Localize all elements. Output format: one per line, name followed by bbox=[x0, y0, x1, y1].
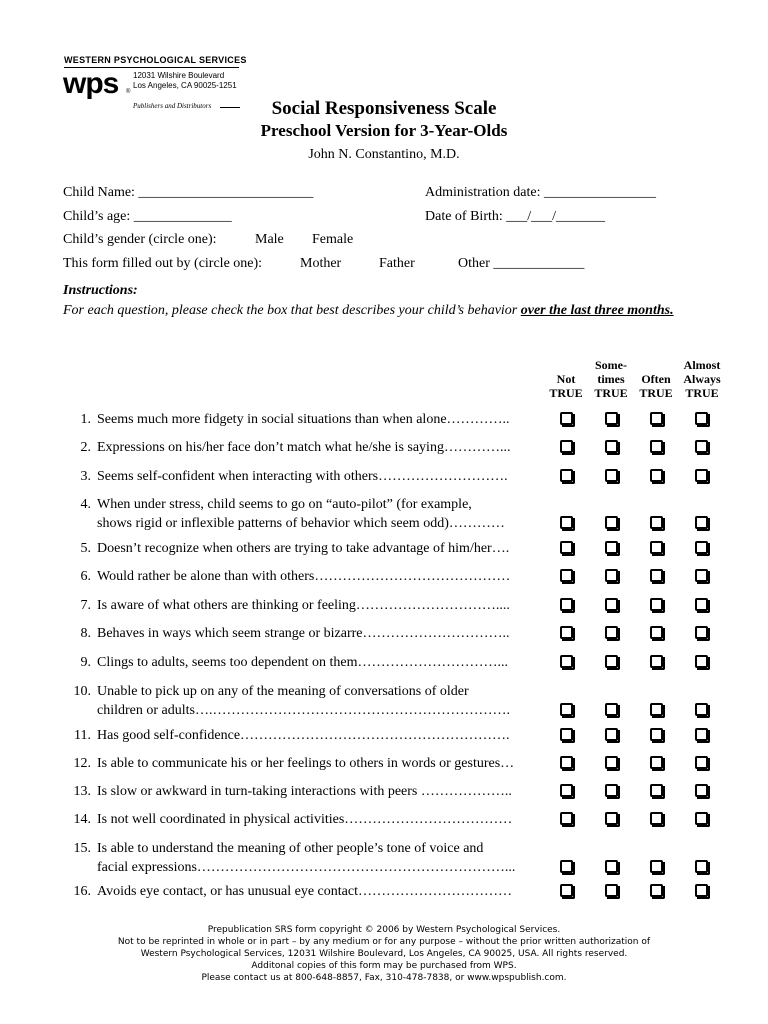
checkbox-not-true[interactable] bbox=[560, 784, 573, 797]
checkbox-sometimes-true[interactable] bbox=[605, 756, 618, 769]
question-number: 7. bbox=[80, 598, 91, 613]
checkbox-almost-always-true[interactable] bbox=[695, 884, 708, 897]
checkbox-sometimes-true[interactable] bbox=[605, 655, 618, 668]
checkbox-often-true[interactable] bbox=[650, 884, 663, 897]
checkbox-almost-always-true[interactable] bbox=[695, 756, 708, 769]
publisher-name: WESTERN PSYCHOLOGICAL SERVICES bbox=[64, 55, 247, 65]
instructions-text bbox=[63, 301, 683, 320]
checkbox-sometimes-true[interactable] bbox=[605, 703, 618, 716]
column-header-almost-always-true: Almost Always TRUE bbox=[683, 358, 721, 400]
question-text: Is slow or awkward in turn-taking interactions with peers ……………….. bbox=[97, 784, 512, 799]
question-number: 12. bbox=[73, 756, 91, 771]
column-header-sometimes-true: Some- times TRUE bbox=[594, 358, 628, 400]
footer-line-1: Prepublication SRS form copyright © 2006 by Western Psychological Services. bbox=[207, 925, 561, 935]
checkbox-almost-always-true[interactable] bbox=[695, 541, 708, 554]
checkbox-not-true[interactable] bbox=[560, 569, 573, 582]
registered-mark: ® bbox=[126, 89, 131, 95]
question-text-continued: children or adults….………………………………………………………. bbox=[97, 703, 510, 718]
question-text: When under stress, child seems to go on “auto-pilot” (for example, bbox=[97, 497, 472, 512]
checkbox-almost-always-true[interactable] bbox=[695, 728, 708, 741]
checkbox-not-true[interactable] bbox=[560, 626, 573, 639]
question-text: Has good self-confidence…………………………………………………. bbox=[97, 728, 510, 743]
form-subtitle: Preschool Version for 3-Year-Olds bbox=[260, 121, 508, 140]
checkbox-often-true[interactable] bbox=[650, 860, 663, 873]
checkbox-sometimes-true[interactable] bbox=[605, 541, 618, 554]
column-header-often-true: Often TRUE bbox=[639, 372, 673, 400]
checkbox-almost-always-true[interactable] bbox=[695, 703, 708, 716]
question-text: Avoids eye contact, or has unusual eye contact…………………………… bbox=[97, 884, 512, 899]
question-text-continued: facial expressions…………………………………………………………... bbox=[97, 860, 516, 875]
footer-line-5: Please contact us at 800-648-8857, Fax, 310-478-7838, or www.wpspublish.com. bbox=[201, 973, 567, 983]
checkbox-not-true[interactable] bbox=[560, 728, 573, 741]
checkbox-almost-always-true[interactable] bbox=[695, 655, 708, 668]
checkbox-not-true[interactable] bbox=[560, 598, 573, 611]
checkbox-sometimes-true[interactable] bbox=[605, 884, 618, 897]
question-number: 13. bbox=[73, 784, 91, 799]
checkbox-not-true[interactable] bbox=[560, 703, 573, 716]
question-number: 14. bbox=[73, 812, 91, 827]
footer-line-3: Western Psychological Services, 12031 Wilshire Boulevard, Los Angeles, CA 90025, USA. All rights reserved. bbox=[140, 949, 628, 959]
checkbox-sometimes-true[interactable] bbox=[605, 440, 618, 453]
checkbox-often-true[interactable] bbox=[650, 626, 663, 639]
checkbox-sometimes-true[interactable] bbox=[605, 469, 618, 482]
checkbox-often-true[interactable] bbox=[650, 598, 663, 611]
question-text: Is able to communicate his or her feelings to others in words or gestures… bbox=[97, 756, 515, 771]
checkbox-not-true[interactable] bbox=[560, 541, 573, 554]
checkbox-not-true[interactable] bbox=[560, 440, 573, 453]
question-text: Is not well coordinated in physical activities……………………………… bbox=[97, 812, 513, 827]
checkbox-sometimes-true[interactable] bbox=[605, 516, 618, 529]
checkbox-almost-always-true[interactable] bbox=[695, 412, 708, 425]
question-number: 16. bbox=[73, 884, 91, 899]
checkbox-sometimes-true[interactable] bbox=[605, 412, 618, 425]
checkbox-often-true[interactable] bbox=[650, 728, 663, 741]
address-line-2: Los Angeles, CA 90025-1251 bbox=[133, 81, 237, 90]
checkbox-sometimes-true[interactable] bbox=[605, 728, 618, 741]
question-number: 6. bbox=[80, 569, 91, 584]
checkbox-sometimes-true[interactable] bbox=[605, 812, 618, 825]
checkbox-almost-always-true[interactable] bbox=[695, 626, 708, 639]
copyright-footer bbox=[0, 924, 768, 984]
question-text-continued: shows rigid or inflexible patterns of behavior which seem odd)………… bbox=[97, 516, 505, 531]
filled-by-option-other[interactable]: Other _____________ bbox=[458, 256, 585, 271]
checkbox-not-true[interactable] bbox=[560, 469, 573, 482]
question-text: Behaves in ways which seem strange or bizarre………………………….. bbox=[97, 626, 510, 641]
date-of-birth-field[interactable]: Date of Birth: ___/___/_______ bbox=[425, 209, 606, 224]
question-number: 10. bbox=[73, 684, 91, 699]
question-text: Is aware of what others are thinking or feeling………………………….... bbox=[97, 598, 510, 613]
checkbox-often-true[interactable] bbox=[650, 440, 663, 453]
gender-option-female[interactable]: Female bbox=[312, 232, 354, 247]
child-name-field[interactable]: Child Name: _________________________ bbox=[63, 185, 314, 200]
question-number: 3. bbox=[80, 469, 91, 484]
form-author: John N. Constantino, M.D. bbox=[308, 147, 460, 162]
question-text: Clings to adults, seems too dependent on them…………………………... bbox=[97, 655, 509, 670]
checkbox-often-true[interactable] bbox=[650, 784, 663, 797]
footer-line-4: Additonal copies of this form may be purchased from WPS. bbox=[251, 961, 517, 971]
question-number: 1. bbox=[80, 412, 91, 427]
instructions-emphasis: over the last three months. bbox=[520, 303, 674, 318]
question-text: Doesn’t recognize when others are trying to take advantage of him/her…. bbox=[97, 541, 510, 556]
publisher-address bbox=[133, 71, 237, 91]
question-number: 8. bbox=[80, 626, 91, 641]
question-number: 11. bbox=[74, 728, 91, 743]
question-text: Is able to understand the meaning of other people’s tone of voice and bbox=[97, 841, 484, 856]
checkbox-not-true[interactable] bbox=[560, 412, 573, 425]
question-number: 15. bbox=[73, 841, 91, 856]
checkbox-not-true[interactable] bbox=[560, 756, 573, 769]
checkbox-sometimes-true[interactable] bbox=[605, 860, 618, 873]
publisher-tagline: Publishers and Distributors bbox=[133, 102, 212, 110]
checkbox-often-true[interactable] bbox=[650, 655, 663, 668]
footer-line-2: Not to be reprinted in whole or in part – by any medium or for any purpose – without the prior written authorization of bbox=[117, 937, 651, 947]
question-number: 2. bbox=[80, 440, 91, 455]
checkbox-sometimes-true[interactable] bbox=[605, 784, 618, 797]
checkbox-sometimes-true[interactable] bbox=[605, 598, 618, 611]
checkbox-almost-always-true[interactable] bbox=[695, 812, 708, 825]
gender-option-male[interactable]: Male bbox=[255, 232, 284, 247]
column-header-not-true: Not TRUE bbox=[549, 372, 583, 400]
checkbox-almost-always-true[interactable] bbox=[695, 569, 708, 582]
checkbox-often-true[interactable] bbox=[650, 412, 663, 425]
checkbox-often-true[interactable] bbox=[650, 569, 663, 582]
question-text: Would rather be alone than with others…………………………………… bbox=[97, 569, 511, 584]
instructions-body: For each question, please check the box that best describes your child’s behavior bbox=[63, 303, 521, 318]
checkbox-not-true[interactable] bbox=[560, 812, 573, 825]
checkbox-almost-always-true[interactable] bbox=[695, 860, 708, 873]
checkbox-sometimes-true[interactable] bbox=[605, 626, 618, 639]
address-line-1: 12031 Wilshire Boulevard bbox=[133, 71, 225, 80]
child-age-field[interactable]: Child’s age: ______________ bbox=[63, 209, 232, 224]
instructions-heading: Instructions: bbox=[63, 283, 138, 298]
filled-by-label: This form filled out by (circle one): bbox=[63, 256, 263, 271]
checkbox-often-true[interactable] bbox=[650, 541, 663, 554]
question-number: 9. bbox=[80, 655, 91, 670]
filled-by-option-father[interactable]: Father bbox=[379, 256, 415, 271]
checkbox-often-true[interactable] bbox=[650, 516, 663, 529]
checkbox-often-true[interactable] bbox=[650, 703, 663, 716]
checkbox-almost-always-true[interactable] bbox=[695, 598, 708, 611]
question-text: Unable to pick up on any of the meaning of conversations of older bbox=[97, 684, 469, 699]
checkbox-almost-always-true[interactable] bbox=[695, 469, 708, 482]
question-number: 4. bbox=[80, 497, 91, 512]
checkbox-almost-always-true[interactable] bbox=[695, 516, 708, 529]
question-text: Expressions on his/her face don’t match what he/she is saying…………... bbox=[97, 440, 511, 455]
checkbox-not-true[interactable] bbox=[560, 860, 573, 873]
checkbox-almost-always-true[interactable] bbox=[695, 440, 708, 453]
checkbox-often-true[interactable] bbox=[650, 469, 663, 482]
question-text: Seems self-confident when interacting with others………………………. bbox=[97, 469, 508, 484]
gender-label: Child’s gender (circle one): bbox=[63, 232, 217, 247]
question-text: Seems much more fidgety in social situations than when alone………….. bbox=[97, 412, 510, 427]
checkbox-sometimes-true[interactable] bbox=[605, 569, 618, 582]
wps-logo-mark: wps bbox=[63, 67, 119, 100]
question-number: 5. bbox=[80, 541, 91, 556]
filled-by-option-mother[interactable]: Mother bbox=[300, 256, 342, 271]
administration-date-field[interactable]: Administration date: ________________ bbox=[425, 185, 656, 200]
checkbox-often-true[interactable] bbox=[650, 812, 663, 825]
checkbox-not-true[interactable] bbox=[560, 516, 573, 529]
checkbox-not-true[interactable] bbox=[560, 655, 573, 668]
form-title: Social Responsiveness Scale bbox=[271, 98, 497, 119]
checkbox-often-true[interactable] bbox=[650, 756, 663, 769]
checkbox-almost-always-true[interactable] bbox=[695, 784, 708, 797]
checkbox-not-true[interactable] bbox=[560, 884, 573, 897]
